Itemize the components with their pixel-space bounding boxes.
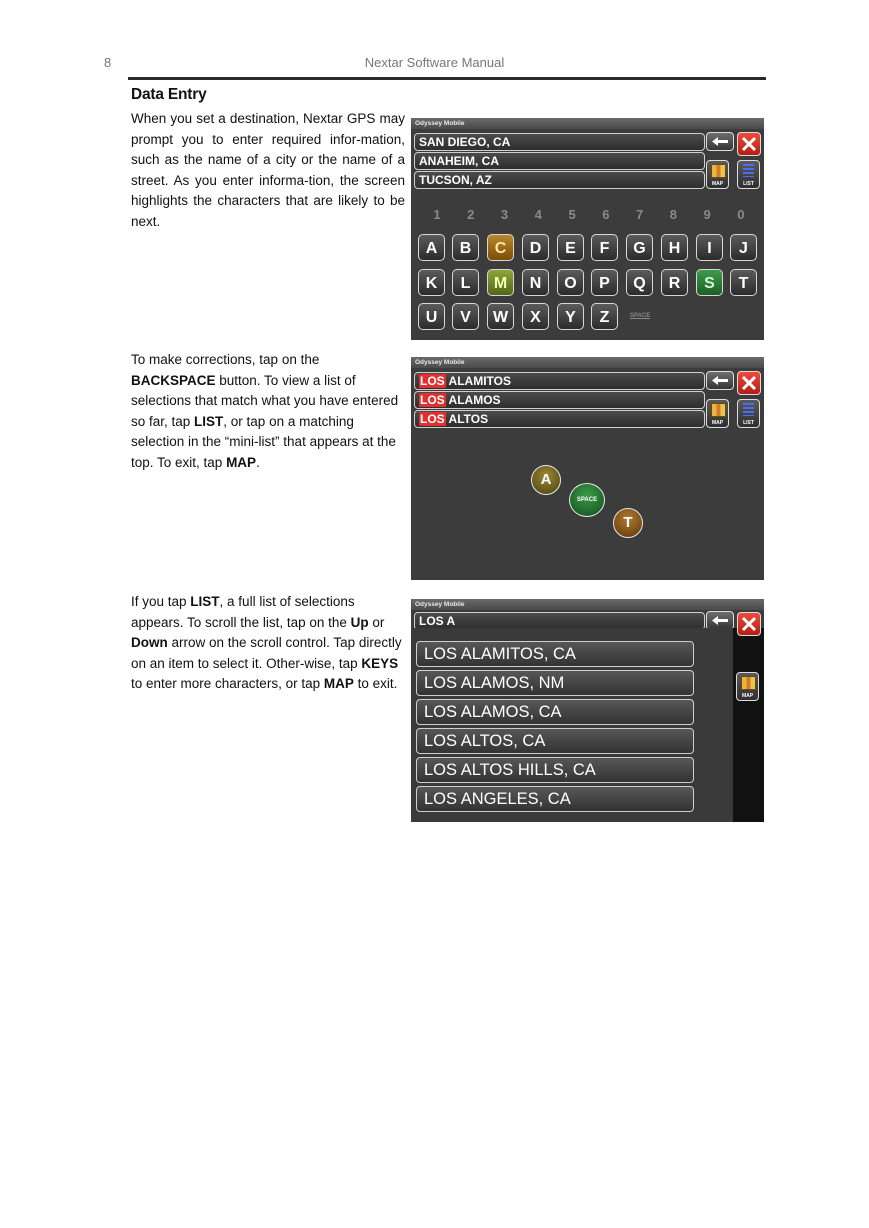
key-s[interactable]: S xyxy=(696,269,723,296)
back-arrow-icon xyxy=(707,612,733,629)
map-icon xyxy=(711,164,726,178)
mini-list-item[interactable]: ANAHEIM, CA xyxy=(414,152,705,170)
digit-key[interactable]: 9 xyxy=(703,207,711,222)
map-icon xyxy=(741,676,756,690)
match-rest: ALAMOS xyxy=(445,393,501,407)
digit-key[interactable]: 3 xyxy=(500,207,509,222)
key-k[interactable]: K xyxy=(418,269,445,296)
key-n[interactable]: N xyxy=(522,269,549,296)
key-a[interactable]: A xyxy=(418,234,445,261)
space-key[interactable]: SPACE xyxy=(630,313,651,319)
mini-list-item[interactable] xyxy=(414,372,705,390)
list-item[interactable]: LOS ALTOS HILLS, CA xyxy=(416,757,694,783)
list-icon xyxy=(743,403,754,416)
screenshot-bubbles xyxy=(411,357,764,580)
map-button[interactable] xyxy=(736,672,759,701)
key-v[interactable]: V xyxy=(452,303,479,330)
key-z[interactable]: Z xyxy=(591,303,618,330)
map-button-label: MAP xyxy=(741,693,754,699)
key-y[interactable]: Y xyxy=(557,303,584,330)
key-e[interactable]: E xyxy=(557,234,584,261)
key-x[interactable]: X xyxy=(522,303,549,330)
key-b[interactable]: B xyxy=(452,234,479,261)
mini-list-item[interactable] xyxy=(414,391,705,409)
key-p[interactable]: P xyxy=(591,269,618,296)
running-title: Nextar Software Manual xyxy=(364,55,505,70)
match-highlight: LOS xyxy=(420,393,445,407)
key-r[interactable]: R xyxy=(661,269,688,296)
key-j[interactable]: J xyxy=(730,234,757,261)
key-w[interactable]: W xyxy=(487,303,514,330)
close-button[interactable] xyxy=(737,132,761,156)
key-q[interactable]: Q xyxy=(626,269,653,296)
mini-list-item[interactable]: SAN DIEGO, CA xyxy=(414,133,705,151)
key-g[interactable]: G xyxy=(626,234,653,261)
side-panel xyxy=(733,628,764,822)
map-button[interactable] xyxy=(706,160,729,189)
key-l[interactable]: L xyxy=(452,269,479,296)
suggested-key-a[interactable]: A xyxy=(531,465,561,495)
list-item[interactable]: LOS ALAMITOS, CA xyxy=(416,641,694,667)
key-t[interactable]: T xyxy=(730,269,757,296)
app-titlebar: Odyssey Mobile xyxy=(411,357,764,368)
key-i[interactable]: I xyxy=(696,234,723,261)
close-button[interactable] xyxy=(737,371,761,395)
screenshot-keyboard xyxy=(411,118,764,340)
suggested-key-space[interactable]: SPACE xyxy=(569,483,605,517)
key-u[interactable]: U xyxy=(418,303,445,330)
list-button[interactable] xyxy=(737,399,760,428)
app-titlebar: Odyssey Mobile xyxy=(411,118,764,129)
mini-list-item[interactable]: TUCSON, AZ xyxy=(414,171,705,189)
match-rest: ALAMITOS xyxy=(445,374,512,388)
key-c[interactable]: C xyxy=(487,234,514,261)
key-o[interactable]: O xyxy=(557,269,584,296)
page-number: 8 xyxy=(104,55,112,70)
close-button[interactable] xyxy=(737,612,761,636)
paragraph-list: If you tap LIST, a full list of selections appears. To scroll the list, tap on the Up or Down arrow on the scroll control. Tap directly on an item to select it. Other-wise, tap KEYS to enter more characters, or tap MAP to exit. xyxy=(131,594,402,692)
screenshot-results-list xyxy=(411,599,764,822)
header-rule xyxy=(128,77,766,80)
digit-row xyxy=(419,207,759,222)
match-highlight: LOS xyxy=(420,412,445,426)
search-input[interactable]: LOS A xyxy=(414,612,705,630)
backspace-button[interactable] xyxy=(706,371,734,390)
list-button-label: LIST xyxy=(743,420,754,426)
list-button[interactable] xyxy=(737,160,760,189)
list-item[interactable]: LOS ANGELES, CA xyxy=(416,786,694,812)
suggested-key-t[interactable]: T xyxy=(613,508,643,538)
key-m[interactable]: M xyxy=(487,269,514,296)
paragraph-corrections: To make corrections, tap on the BACKSPACE button. To view a list of selections that match what you have entered so far, tap LIST, or tap on a matching selection in the “mini-list” that appears at the top. To exit, tap MAP. xyxy=(131,352,399,470)
digit-key[interactable]: 2 xyxy=(467,207,475,222)
map-button[interactable] xyxy=(706,399,729,428)
list-item[interactable]: LOS ALTOS, CA xyxy=(416,728,694,754)
digit-key[interactable]: 8 xyxy=(669,207,677,222)
mini-list-item[interactable] xyxy=(414,410,705,428)
list-item[interactable]: LOS ALAMOS, CA xyxy=(416,699,694,725)
match-highlight: LOS xyxy=(420,374,445,388)
match-rest: ALTOS xyxy=(445,412,489,426)
digit-key[interactable]: 4 xyxy=(534,207,542,222)
list-item[interactable]: LOS ALAMOS, NM xyxy=(416,670,694,696)
key-f[interactable]: F xyxy=(591,234,618,261)
back-arrow-icon xyxy=(707,372,733,389)
map-icon xyxy=(711,403,726,417)
close-icon xyxy=(738,372,760,394)
backspace-button[interactable] xyxy=(706,132,734,151)
digit-key[interactable]: 0 xyxy=(737,207,745,222)
digit-key[interactable]: 7 xyxy=(635,207,644,222)
section-title: Data Entry xyxy=(131,86,207,103)
close-icon xyxy=(738,613,760,635)
paragraph-intro: When you set a destination, Nextar GPS may prompt you to enter required infor-mation, such as the name of a city or the name of a street. As you enter informa-tion, the screen highlights the characters that are likely to be next. xyxy=(131,111,405,229)
digit-key[interactable]: 5 xyxy=(568,207,576,222)
digit-key[interactable]: 6 xyxy=(602,207,610,222)
key-d[interactable]: D xyxy=(522,234,549,261)
digit-key[interactable]: 1 xyxy=(433,207,441,222)
close-icon xyxy=(738,133,760,155)
back-arrow-icon xyxy=(707,133,733,150)
results-list xyxy=(411,628,733,822)
map-button-label: MAP xyxy=(711,181,724,187)
app-titlebar: Odyssey Mobile xyxy=(411,599,764,610)
list-icon xyxy=(743,164,754,177)
map-button-label: MAP xyxy=(711,420,724,426)
list-button-label: LIST xyxy=(743,181,754,187)
key-h[interactable]: H xyxy=(661,234,688,261)
